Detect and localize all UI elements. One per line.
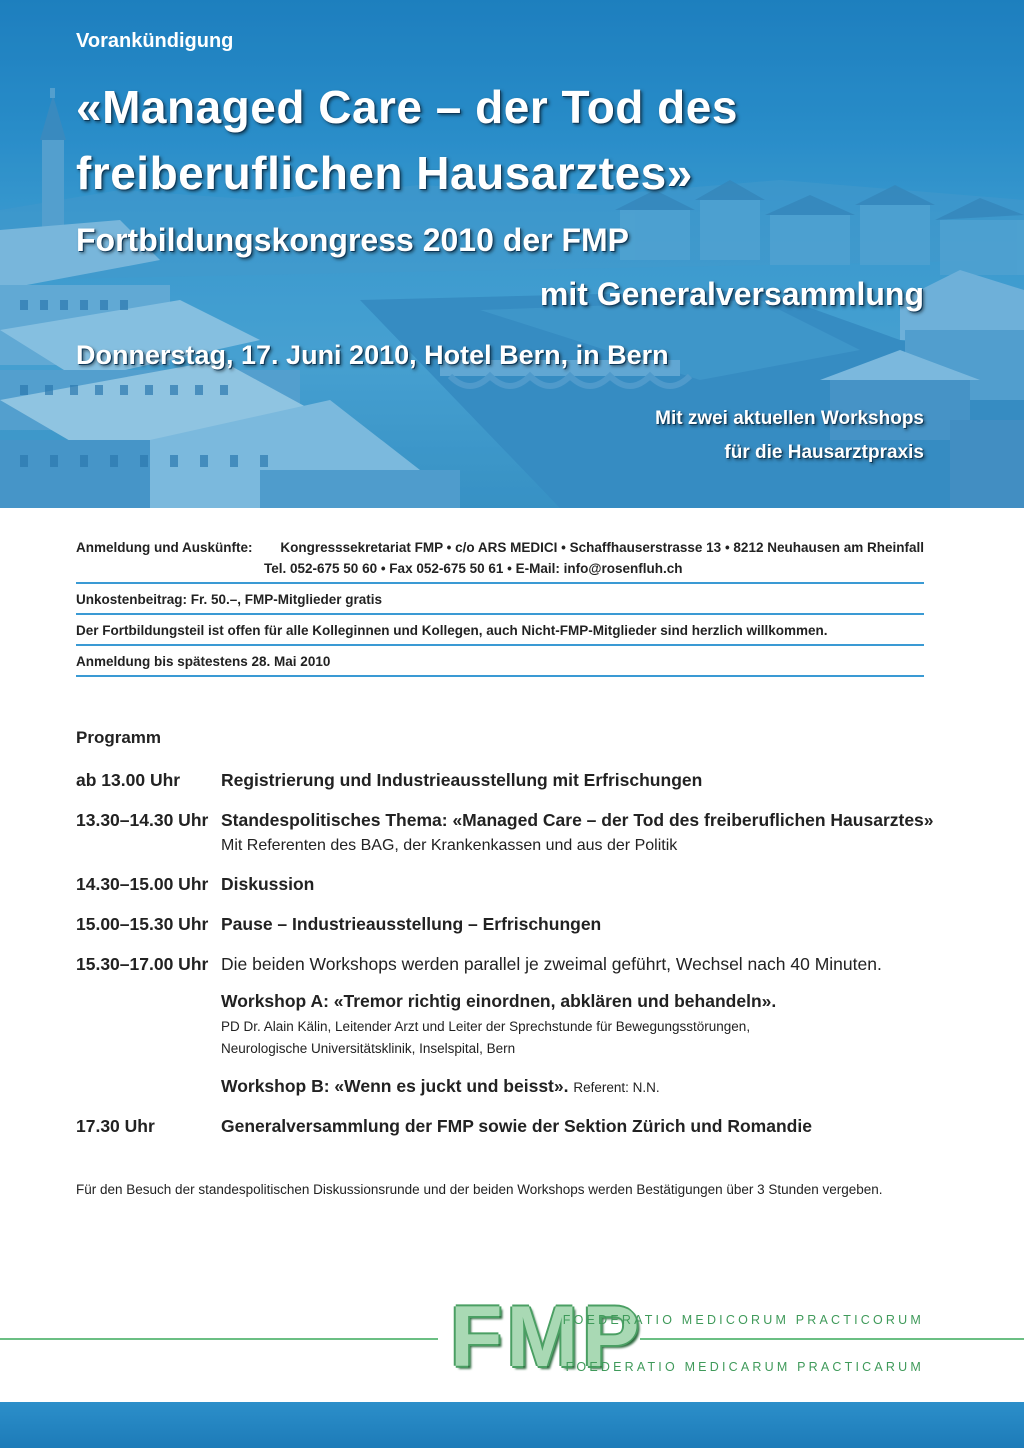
program-time: 15.00–15.30 Uhr <box>76 914 209 934</box>
registration-address: Kongresssekretariat FMP • c/o ARS MEDICI • Schaffhauserstrasse 13 • 8212 Neuhausen am Rheinfall <box>280 540 924 555</box>
workshop-b-title: Workshop B: «Wenn es juckt und beisst». <box>221 1076 569 1096</box>
program-footnote: Für den Besuch der standespolitischen Diskussionsrunde und der beiden Workshops werden Bestätigungen über 3 Stunden vergeben. <box>76 1182 883 1197</box>
pre-title: Vorankündigung <box>76 30 234 52</box>
program-time: 14.30–15.00 Uhr <box>76 874 209 894</box>
workshop-a-detail-line2: Neurologische Universitätsklinik, Inselspital, Bern <box>221 1041 516 1056</box>
program-row <box>76 770 946 791</box>
deadline-note: Anmeldung bis spätestens 28. Mai 2010 <box>76 646 924 677</box>
workshops-note-line1: Mit zwei aktuellen Workshops <box>655 408 924 429</box>
program-row <box>76 914 946 935</box>
program-section <box>76 728 946 1156</box>
registration-block <box>76 540 924 584</box>
registration-label: Anmeldung und Auskünfte: <box>76 540 253 555</box>
subtitle-line1: Fortbildungskongress 2010 der FMP <box>76 222 629 258</box>
program-row <box>76 874 946 895</box>
program-row <box>76 954 946 1097</box>
program-time: 13.30–14.30 Uhr <box>76 810 209 830</box>
bottom-bar <box>0 1402 1024 1448</box>
hero-banner <box>0 0 1024 508</box>
program-time: 15.30–17.00 Uhr <box>76 954 209 974</box>
workshop-a <box>221 991 946 1060</box>
program-detail: Mit Referenten des BAG, der Krankenkassen und aus der Politik <box>221 837 678 854</box>
event-dateline: Donnerstag, 17. Juni 2010, Hotel Bern, in Bern <box>76 340 669 370</box>
logo-latin-line1: FOEDERATIO MEDICORUM PRACTICORUM <box>562 1313 924 1327</box>
subtitle-line2: mit Generalversammlung <box>539 276 924 312</box>
workshop-b <box>221 1076 946 1097</box>
program-title: Registrierung und Industrieausstellung mit Erfrischungen <box>221 770 703 790</box>
program-time: 17.30 Uhr <box>76 1116 155 1136</box>
program-title: Die beiden Workshops werden parallel je zweimal geführt, Wechsel nach 40 Minuten. <box>221 954 882 974</box>
main-title-line2: freiberuflichen Hausarztes» <box>76 147 693 199</box>
registration-contact: Tel. 052-675 50 60 • Fax 052-675 50 61 • E-Mail: info@rosenfluh.ch <box>264 561 683 576</box>
program-row <box>76 810 946 855</box>
program-title: Generalversammlung der FMP sowie der Sektion Zürich und Romandie <box>221 1116 812 1136</box>
workshops-note-line2: für die Hausarztpraxis <box>724 442 924 463</box>
program-title: Pause – Industrieausstellung – Erfrischungen <box>221 914 602 934</box>
registration-info <box>76 540 924 677</box>
program-title: Diskussion <box>221 874 315 894</box>
program-time: ab 13.00 Uhr <box>76 770 181 790</box>
program-title: Standespolitisches Thema: «Managed Care – der Tod des freiberuflichen Hausarztes» <box>221 810 934 830</box>
logo-divider-right <box>640 1338 1024 1340</box>
program-heading: Programm <box>76 728 162 747</box>
workshops-note <box>655 402 924 470</box>
fmp-logo: FMP <box>450 1289 644 1385</box>
main-title-line1: «Managed Care – der Tod des <box>76 81 738 133</box>
workshop-a-detail-line1: PD Dr. Alain Kälin, Leitender Arzt und Leiter der Sprechstunde für Bewegungsstörungen, <box>221 1019 751 1034</box>
open-note: Der Fortbildungsteil ist offen für alle Kolleginnen und Kollegen, auch Nicht-FMP-Mitglieder sind herzlich willkommen. <box>76 615 924 646</box>
logo-divider-left <box>0 1338 438 1340</box>
program-row <box>76 1116 946 1137</box>
workshop-b-referent: Referent: N.N. <box>573 1080 660 1095</box>
fee-note: Unkostenbeitrag: Fr. 50.–, FMP-Mitglieder gratis <box>76 584 924 615</box>
workshop-a-title: Workshop A: «Tremor richtig einordnen, abklären und behandeln». <box>221 991 777 1011</box>
logo-latin-line2: FOEDERATIO MEDICARUM PRACTICARUM <box>565 1360 924 1374</box>
